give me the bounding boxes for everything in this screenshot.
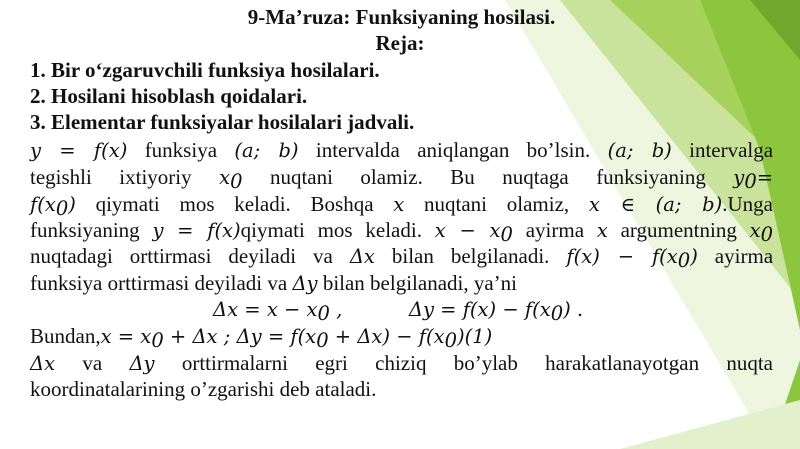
body-line-4: funksiyaning y = f(x)qiymati mos keladi. $x - x_0$ ayirma x argumentning $x_0$	[30, 218, 774, 246]
formula-delta-y: Δy	[129, 352, 155, 375]
slide-title: 9-Ma’ruza: Funksiyaning hosilasi.	[247, 5, 556, 29]
formula-interval: (a; b)	[234, 139, 299, 162]
formula-x: x	[596, 219, 608, 242]
formula-x0: $x_0$	[749, 219, 774, 246]
body-line-2: tegishli ixtiyoriy $x_0$ nuqtani olamiz. Bu nuqtaga funksiyaning $y_0=$	[30, 165, 774, 193]
body-line-6: funksiya orttirmasi deyiladi va Δy bilan belgilanadi, ya’ni	[30, 271, 518, 295]
body-line-8: Bundan,x = $x_0 + \Delta x$ ; $\Delta y = f(x_0 + \Delta x) - f(x_0)(1)$	[30, 324, 493, 352]
body-line-10: koordinatalarining o’zgarishi deb ataladi.	[30, 377, 377, 401]
formula-f-x0: $f(x_0)$	[30, 193, 76, 220]
outline-item-2: 2. Hosilani hisoblash qoidalari.	[30, 84, 308, 108]
formula-delta-x: Δx	[349, 245, 375, 268]
body-line-5: nuqtadagi orttirmasi deyiladi va Δx bilan belgilanadi. $f(x) - f(x_0)$ ayirma	[30, 244, 774, 272]
formula-y-fx: y = f(x)	[30, 139, 128, 162]
formula-x-minus-x0: $x - x_0$	[434, 219, 513, 246]
formula-delta-x-def: $\Delta x = x - x_0$ ,	[213, 298, 343, 325]
formula-interval: (a; b)	[607, 139, 672, 162]
formula-x-in-interval: x ∈ (a; b)	[588, 193, 723, 216]
body-line-7-formulas	[213, 296, 783, 323]
body-line-1: y = f(x) funksiya (a; b) intervalda aniqlangan bo’lsin. (a; b) intervalga	[30, 138, 774, 162]
formula-increment-1: $x = x_0 + \Delta x$ ; $\Delta y = f(x_0 + \Delta x) - f(x_0)(1)$	[100, 325, 493, 352]
outline-item-3: 3. Elementar funksiyalar hosilalari jadvali.	[30, 110, 415, 134]
formula-fx-minus-fx0: $f(x) - f(x_0)$	[566, 245, 698, 272]
formula-delta-x: Δx	[30, 352, 56, 375]
formula-x0: $x_0$	[219, 166, 243, 193]
formula-delta-y: Δy	[292, 272, 318, 295]
formula-delta-y-def: $\Delta y = f(x) - f(x_0)$ .	[408, 298, 584, 325]
plan-heading: Reja:	[375, 31, 425, 55]
formula-y-fx: y = f(x)	[152, 219, 241, 242]
body-line-9: Δx va Δy orttirmalarni egri chiziq bo’ylab harakatlanayotgan nuqta	[30, 351, 773, 375]
outline-item-1: 1. Bir o‘zgaruvchili funksiya hosilalari.	[30, 58, 380, 82]
body-line-3: $f(x_0)$ qiymati mos keladi. Boshqa x nuqtani olamiz, x ∈ (a; b).Unga	[30, 192, 774, 220]
formula-y0: $y_0=$	[733, 166, 774, 193]
formula-x: x	[393, 193, 405, 216]
